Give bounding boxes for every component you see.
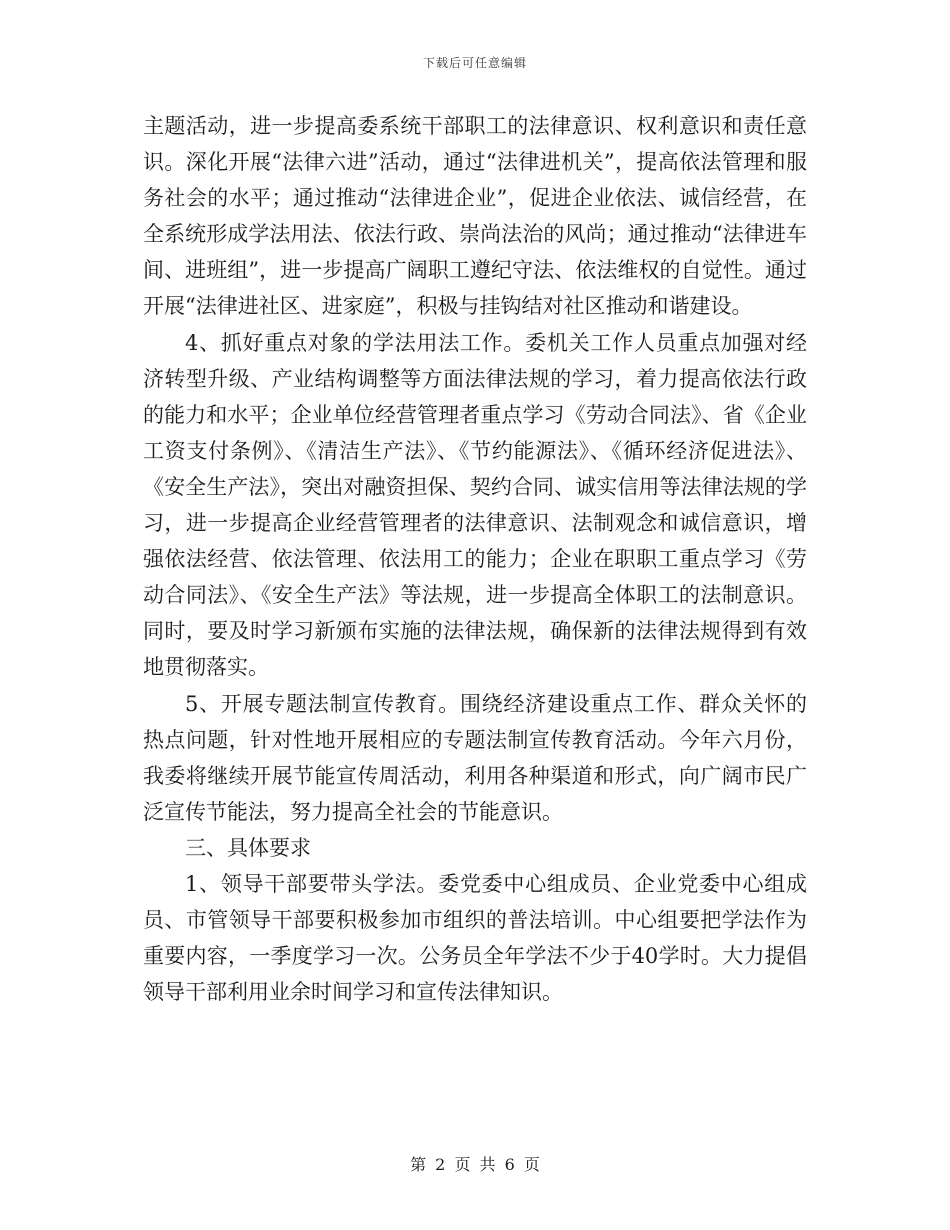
paragraph-item-5: 5、开展专题法制宣传教育。围绕经济建设重点工作、群众关怀的热点问题，针对性地开展相应的专题法制宣传教育活动。今年六月份，我委将继续开展节能宣传周活动，利用各种渠道和形式，向广阔市民广泛宣传节能法，努力提高全社会的节能意识。 [143,691,807,824]
paragraph-requirement-1: 1、领导干部要带头学法。委党委中心组成员、企业党委中心组成员、市管领导干部要积极参加市组织的普法培训。中心组要把学法作为重要内容，一季度学习一次。公务员全年学法不少于40学时。大力提倡领导干部利用业余时间学习和宣传法律知识。 [143,871,807,1005]
paragraph-item-4: 4、抓好重点对象的学法用法工作。委机关工作人员重点加强对经济转型升级、产业结构调整等方面法律法规的学习，着力提高依法行政的能力和水平；企业单位经营管理者重点学习《劳动合同法》、省《企业工资支付条例》、《清洁生产法》、《节约能源法》、《循环经济促进法》、《安全生产法》，突出对融资担保、契约合同、诚实信用等法律法规的学习，进一步提高企业经营管理者的法律意识、法制观念和诚信意识，增强依法经营、依法管理、依法用工的能力；企业在职职工重点学习《劳动合同法》、《安全生产法》等法规，进一步提高全体职工的法制意识。同时，要及时学习新颁布实施的法律法规，确保新的法律法规得到有效地贯彻落实。 [143,330,807,680]
document-body [143,108,807,1010]
paragraph-continuation: 主题活动，进一步提高委系统干部职工的法律意识、权利意识和责任意识。深化开展“法律六进”活动，通过“法律进机关”，提高依法管理和服务社会的水平；通过推动“法律进企业”，促进企业依法、诚信经营，在全系统形成学法用法、依法行政、崇尚法治的风尚；通过推动“法律进车间、进班组”，进一步提高广阔职工遵纪守法、依法维权的自觉性。通过开展“法律进社区、进家庭”，积极与挂钩结对社区推动和谐建设。 [143,114,807,319]
page-header-note: 下载后可任意编辑 [422,56,527,70]
section-heading: 三、具体要求 [185,835,311,860]
page-number: 第 2 页 共 6 页 [410,1155,540,1174]
